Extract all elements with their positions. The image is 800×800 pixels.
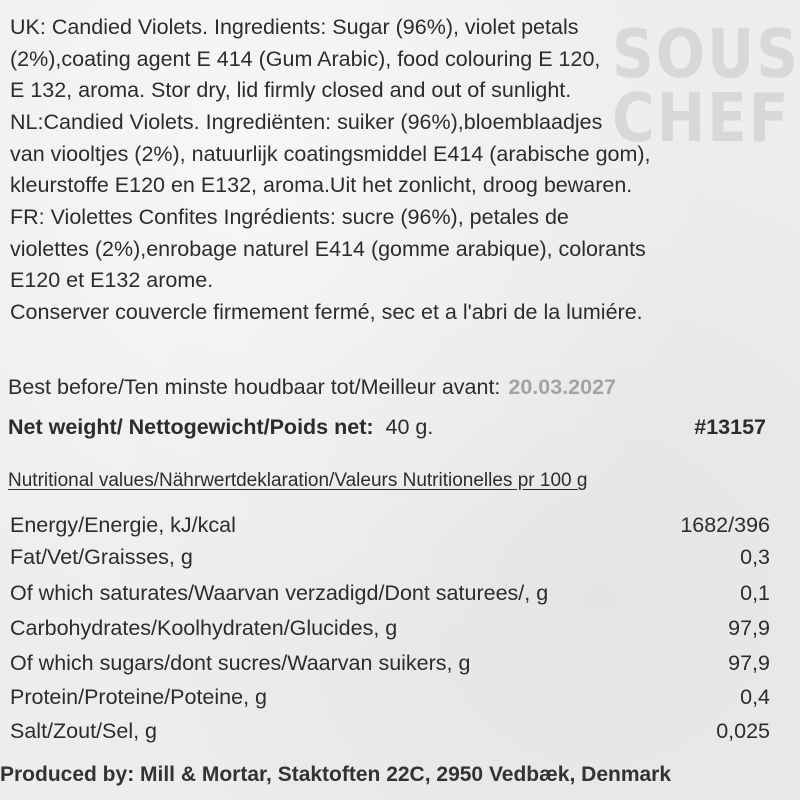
ingredients-line: FR: Violettes Confites Ingrédients: sucre (96%), petales de xyxy=(10,205,569,229)
watermark-line: CHEF xyxy=(612,79,791,158)
nutrition-label: Of which saturates/Waarvan verzadigd/Dont saturees/, g xyxy=(10,581,549,605)
nutrition-row xyxy=(10,716,770,746)
nutrition-row xyxy=(10,613,770,643)
nutrition-value: 0,025 xyxy=(716,719,770,743)
ingredients-line: UK: Candied Violets. Ingredients: Sugar (96%), violet petals xyxy=(10,15,579,39)
ingredients-line: E 132, aroma. Stor dry, lid firmly closed and out of sunlight. xyxy=(10,78,572,103)
ingredients-line: Conserver couvercle firmement fermé, sec et a l'abri de la lumiére. xyxy=(10,299,643,324)
nutrition-label: Protein/Proteine/Poteine, g xyxy=(10,685,267,709)
best-before xyxy=(8,372,770,402)
ingredients-line: E120 et E132 arome. xyxy=(10,268,214,293)
nutrition-value: 97,9 xyxy=(728,616,770,640)
nutrition-value: 97,9 xyxy=(728,651,770,675)
ingredients-nl xyxy=(10,107,790,202)
nutrition-label: Fat/Vet/Graisses, g xyxy=(10,545,193,569)
nutrition-row xyxy=(10,542,770,572)
nutrition-value: 0,1 xyxy=(740,581,770,605)
nutrition-label: Energy/Energie, kJ/kcal xyxy=(10,513,236,537)
ingredients-uk xyxy=(10,12,800,107)
nutrition-row xyxy=(10,578,770,608)
nutrition-row xyxy=(10,682,770,712)
ingredients-fr xyxy=(10,202,790,328)
watermark-line: SOUS xyxy=(612,14,800,93)
nutrition-value: 0,4 xyxy=(740,685,770,709)
net-weight-amount: 40 g. xyxy=(385,415,434,439)
best-before-date: 20.03.2027 xyxy=(508,375,616,399)
ingredients-line: van viooltjes (2%), natuurlijk coatingsmiddel E414 (arabische gom), xyxy=(10,141,651,166)
nutrition-row xyxy=(10,510,770,540)
nutrition-value: 1682/396 xyxy=(680,513,770,537)
net-weight xyxy=(8,412,770,442)
producer-footer: Produced by: Mill & Mortar, Staktoften 22C, 2950 Vedbæk, Denmark xyxy=(0,763,672,786)
ingredients-line: (2%),coating agent E 414 (Gum Arabic), food colouring E 120, xyxy=(10,46,601,71)
nutrition-label: Carbohydrates/Koolhydraten/Glucides, g xyxy=(10,616,398,640)
product-code: #13157 xyxy=(694,415,766,439)
net-weight-label: Net weight/ Nettogewicht/Poids net: xyxy=(8,415,374,439)
ingredients-line: violettes (2%),enrobage naturel E414 (gomme arabique), colorants xyxy=(10,236,646,261)
nutrition-label: Salt/Zout/Sel, g xyxy=(10,719,157,743)
nutrition-value: 0,3 xyxy=(740,545,770,569)
nutrition-label: Of which sugars/dont sucres/Waarvan suikers, g xyxy=(10,651,471,675)
ingredients-line: NL:Candied Violets. Ingrediënten: suiker (96%),bloemblaadjes xyxy=(10,110,603,134)
nutrition-header: Nutritional values/Nährwertdeklaration/Valeurs Nutritionelles pr 100 g xyxy=(8,470,588,491)
nutrition-row xyxy=(10,648,770,678)
ingredients-line: kleurstoffe E120 en E132, aroma.Uit het zonlicht, droog bewaren. xyxy=(10,173,633,198)
best-before-label: Best before/Ten minste houdbaar tot/Meilleur avant: xyxy=(8,375,501,399)
